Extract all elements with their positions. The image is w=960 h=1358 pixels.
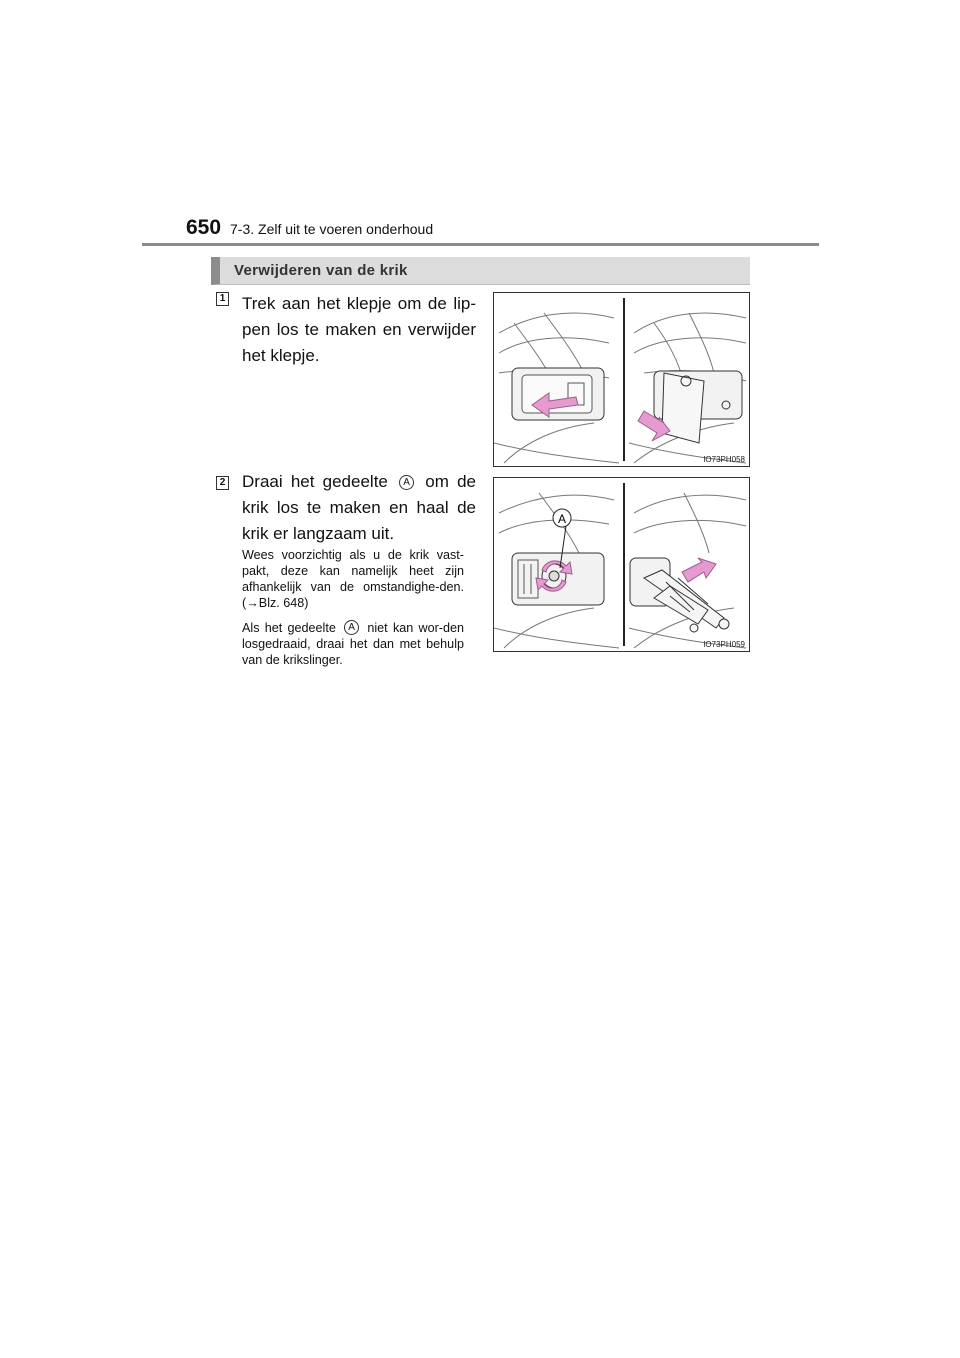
section-title: Verwijderen van de krik	[234, 262, 408, 279]
step-2-text-part1: Draai het gedeelte	[242, 472, 388, 491]
header-rule	[142, 243, 819, 246]
figure-code: IO73PH058	[703, 455, 745, 464]
remove-cover-illustration	[494, 293, 749, 466]
step-2-note-1: Wees voorzichtig als u de krik vast-pakt, deze kan namelijk heet zijn afhankelijk van de omstandighe-den. (→Blz. 648)	[242, 548, 464, 610]
note-2-part2: niet kan wor-den losgedraaid, draai het dan met behulp van de krikslinger.	[242, 621, 465, 667]
step-2-number: 2	[216, 476, 229, 490]
step-1-figure	[493, 292, 750, 467]
step-2-text-part2: om de krik los te maken en haal de krik er langzaam uit.	[242, 472, 476, 543]
page-number: 650	[186, 216, 222, 239]
step-1-text: Trek aan het klepje om de lip-pen los te maken en verwijder het klepje.	[242, 294, 476, 365]
step-2-note-2	[242, 620, 464, 668]
figure-label-a: A	[557, 512, 567, 526]
chapter-title: 7-3. Zelf uit te voeren onderhoud	[230, 221, 434, 237]
note-2-part1: Als het gedeelte	[242, 621, 336, 635]
figure-code: IO73PH059	[703, 640, 745, 649]
section-heading-bar	[211, 257, 750, 285]
step-1-number: 1	[216, 292, 229, 306]
step-2-text	[242, 469, 476, 547]
marker-a-circle: A	[399, 475, 414, 490]
remove-jack-illustration	[494, 478, 749, 651]
step-2-figure	[493, 477, 750, 652]
marker-a-circle-note: A	[344, 620, 359, 635]
